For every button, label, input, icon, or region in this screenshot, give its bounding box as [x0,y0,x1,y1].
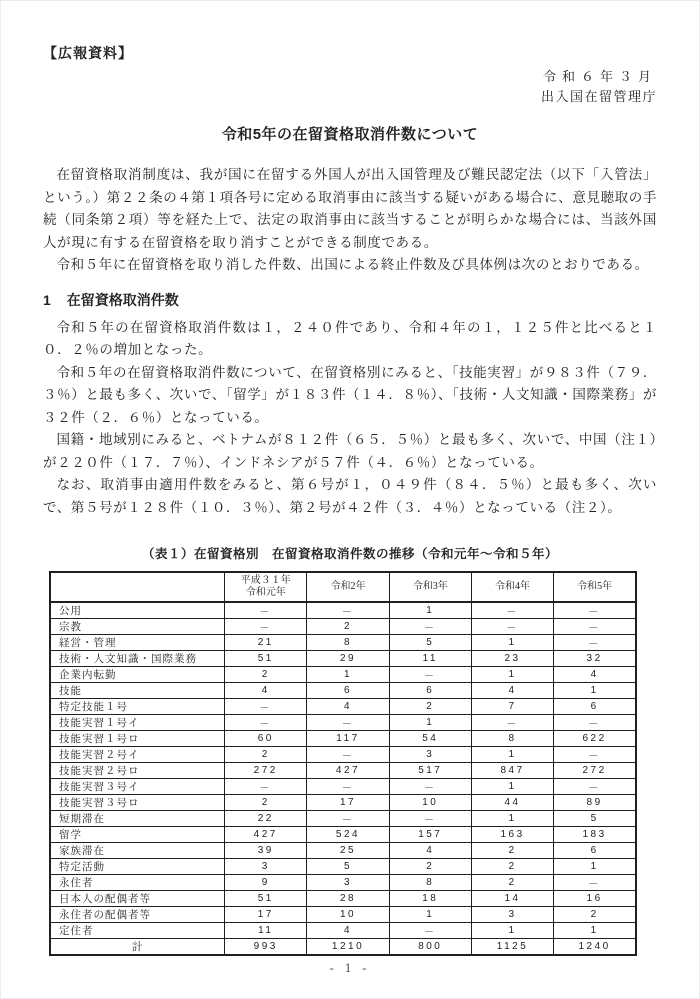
cell-value: 3 [389,747,471,763]
row-label: 特定活動 [50,859,225,875]
section-1-title: 在留資格取消件数 [66,291,179,308]
cell-value: 7 [471,699,553,715]
row-label: 企業内転勤 [50,667,225,683]
cell-value: 1210 [307,939,389,956]
cell-value: 2 [554,907,636,923]
cell-value: 1 [389,907,471,923]
table-row [50,923,636,939]
row-label: 特定技能１号 [50,699,225,715]
cell-value: － [225,699,307,715]
table-row [50,731,636,747]
table-row [50,667,636,683]
row-label: 技能実習３号ロ [50,795,225,811]
cell-value: 28 [307,891,389,907]
cell-value: 4 [225,683,307,699]
cell-value: － [225,619,307,635]
cell-value: 21 [225,635,307,651]
cell-value: － [389,811,471,827]
col-header-r3: 令和3年 [389,572,471,602]
section-1-number: 1 [43,291,51,308]
cell-value: 847 [471,763,553,779]
table-corner-cell [50,572,225,602]
table-caption: （表１）在留資格別 在留資格取消件数の推移（令和元年～令和５年） [141,547,558,561]
cell-value: － [307,811,389,827]
cell-value: 3 [307,875,389,891]
cell-value: 39 [225,843,307,859]
cell-value: 23 [471,651,553,667]
table-row [50,683,636,699]
col-header-line: 令和元年 [245,587,286,598]
row-label: 技能実習１号イ [50,715,225,731]
cell-value: 44 [471,795,553,811]
doc-date: 令和６年３月 [542,69,657,84]
cell-value: 8 [471,731,553,747]
row-label: 宗教 [50,619,225,635]
cell-value: 29 [307,651,389,667]
cell-value: 1 [471,811,553,827]
cell-value: 1 [471,667,553,683]
row-label: 定住者 [50,923,225,939]
table-row [50,875,636,891]
cell-value: 11 [225,923,307,939]
cell-value: － [389,779,471,795]
section-1-heading [43,290,657,310]
cell-value: － [307,602,389,619]
cell-value: 427 [307,763,389,779]
row-label: 永住者 [50,875,225,891]
cell-value: 2 [471,859,553,875]
section-1-paragraph-1: 令和５年の在留資格取消件数は１，２４０件であり、令和４年の１，１２５件と比べると１０．２％の増加となった。 [43,319,657,357]
cell-value: 17 [225,907,307,923]
row-label: 日本人の配偶者等 [50,891,225,907]
revocation-count-table [49,571,637,956]
cell-value: 163 [471,827,553,843]
cell-value: 800 [389,939,471,956]
table-total-row [50,939,636,956]
table-header-row [50,572,636,602]
cell-value: － [471,619,553,635]
cell-value: 10 [307,907,389,923]
cell-value: 2 [389,699,471,715]
intro-paragraph-2: 令和５年に在留資格を取り消した件数、出国による終止件数及び具体例は次のとおりである。 [56,257,649,272]
cell-value: 517 [389,763,471,779]
cell-value: 1 [389,715,471,731]
cell-value: － [554,779,636,795]
cell-value: 272 [225,763,307,779]
cell-value: 14 [471,891,553,907]
cell-value: 6 [389,683,471,699]
section-1-paragraph-2: 令和５年の在留資格取消件数について、在留資格別にみると、「技能実習」が９８３件（７９．３％）と最も多く、次いで、「留学」が１８３件（１４．８％）、「技術・人文知識・国際業務」が３２件（２．６％）となっている。 [43,364,657,425]
cell-value: 11 [389,651,471,667]
row-label: 計 [50,939,225,956]
cell-value: 622 [554,731,636,747]
cell-value: － [471,715,553,731]
cell-value: 6 [554,699,636,715]
cell-value: － [554,635,636,651]
cell-value: － [389,923,471,939]
section-1-paragraph-4: なお、取消事由適用件数をみると、第６号が１，０４９件（８４．５％）と最も多く、次いで、第５号が１２８件（１０．３％）、第２号が４２件（３．４％）となっている（注２）。 [43,477,657,515]
page-title: 令和5年の在留資格取消件数について [221,126,479,143]
cell-value: 993 [225,939,307,956]
row-label: 技能実習１号ロ [50,731,225,747]
cell-value: 4 [307,923,389,939]
table-row [50,795,636,811]
table-body [50,602,636,955]
cell-value: － [389,667,471,683]
row-label: 技術・人文知識・国際業務 [50,651,225,667]
col-header-line: 平成３１年 [240,575,291,586]
cell-value: 2 [225,667,307,683]
row-label: 技能実習３号イ [50,779,225,795]
table-row [50,779,636,795]
cell-value: 272 [554,763,636,779]
cell-value: － [471,602,553,619]
intro-section [43,164,657,277]
section-1-paragraph-3: 国籍・地域別にみると、ベトナムが８１２件（６５．５％）と最も多く、次いで、中国（注１）が２２０件（１７．７％）、インドネシアが５７件（４．６％）となっている。 [43,432,657,470]
table-row [50,891,636,907]
row-label: 技能 [50,683,225,699]
row-label: 公用 [50,602,225,619]
cell-value: 1125 [471,939,553,956]
table-row [50,859,636,875]
cell-value: 1 [554,859,636,875]
table-row [50,907,636,923]
cell-value: 51 [225,891,307,907]
cell-value: 60 [225,731,307,747]
cell-value: － [225,715,307,731]
cell-value: － [307,715,389,731]
table-row [50,635,636,651]
cell-value: 117 [307,731,389,747]
col-header-r4: 令和4年 [471,572,553,602]
table-row [50,747,636,763]
cell-value: 1240 [554,939,636,956]
cell-value: 2 [225,747,307,763]
cell-value: 2 [471,875,553,891]
cell-value: 9 [225,875,307,891]
cell-value: 22 [225,811,307,827]
cell-value: 427 [225,827,307,843]
cell-value: 2 [225,795,307,811]
cell-value: 1 [471,923,553,939]
row-label: 短期滞在 [50,811,225,827]
row-label: 経営・管理 [50,635,225,651]
cell-value: 16 [554,891,636,907]
cell-value: 5 [554,811,636,827]
table-row [50,843,636,859]
cell-value: 183 [554,827,636,843]
cell-value: 157 [389,827,471,843]
table-row [50,602,636,619]
intro-paragraph-1: 在留資格取消制度は、我が国に在留する外国人が出入国管理及び難民認定法（以下「入管法」という。）第２２条の４第１項各号に定める取消事由に該当する疑いがある場合に、意見聴取の手続（同条第２項）等を経た上で、法定の取消事由に該当することが明らかな場合には、当該外国人が現に有する在留資格を取り消すことができる制度である。 [43,167,657,250]
table-row [50,763,636,779]
row-label: 技能実習２号ロ [50,763,225,779]
col-header-r2: 令和2年 [307,572,389,602]
cell-value: 1 [471,779,553,795]
cell-value: 1 [307,667,389,683]
date-block [43,67,657,107]
cell-value: 3 [225,859,307,875]
section-1-body [43,317,657,520]
cell-value: 8 [389,875,471,891]
cell-value: 8 [307,635,389,651]
doc-agency: 出入国在留管理庁 [540,89,657,104]
cell-value: － [554,602,636,619]
cell-value: 4 [471,683,553,699]
cell-value: 51 [225,651,307,667]
row-label: 家族滞在 [50,843,225,859]
cell-value: 524 [307,827,389,843]
cell-value: － [307,747,389,763]
cell-value: 2 [307,619,389,635]
cell-value: 4 [554,667,636,683]
cell-value: 32 [554,651,636,667]
cell-value: 1 [554,923,636,939]
cell-value: 18 [389,891,471,907]
cell-value: 6 [307,683,389,699]
table-row [50,699,636,715]
cell-value: 3 [471,907,553,923]
cell-value: － [554,715,636,731]
cell-value: － [307,779,389,795]
table-row [50,715,636,731]
cell-value: － [554,619,636,635]
row-label: 永住者の配偶者等 [50,907,225,923]
cell-value: － [554,747,636,763]
cell-value: 6 [554,843,636,859]
cell-value: 54 [389,731,471,747]
table-row [50,827,636,843]
doc-type-label: 【広報資料】 [43,45,133,61]
cell-value: 1 [471,635,553,651]
cell-value: － [225,602,307,619]
cell-value: 10 [389,795,471,811]
cell-value: 5 [389,635,471,651]
cell-value: 1 [471,747,553,763]
col-header-r5: 令和5年 [554,572,636,602]
table-row [50,811,636,827]
cell-value: 4 [307,699,389,715]
row-label: 技能実習２号イ [50,747,225,763]
cell-value: 5 [307,859,389,875]
cell-value: 2 [389,859,471,875]
table-row [50,651,636,667]
col-header-h31-r1 [225,572,307,602]
page-number: - 1 - [329,961,371,975]
table-row [50,619,636,635]
cell-value: 1 [389,602,471,619]
cell-value: － [225,779,307,795]
cell-value: 1 [554,683,636,699]
cell-value: － [389,619,471,635]
cell-value: 25 [307,843,389,859]
cell-value: 17 [307,795,389,811]
row-label: 留学 [50,827,225,843]
cell-value: 4 [389,843,471,859]
cell-value: 89 [554,795,636,811]
cell-value: － [554,875,636,891]
cell-value: 2 [471,843,553,859]
